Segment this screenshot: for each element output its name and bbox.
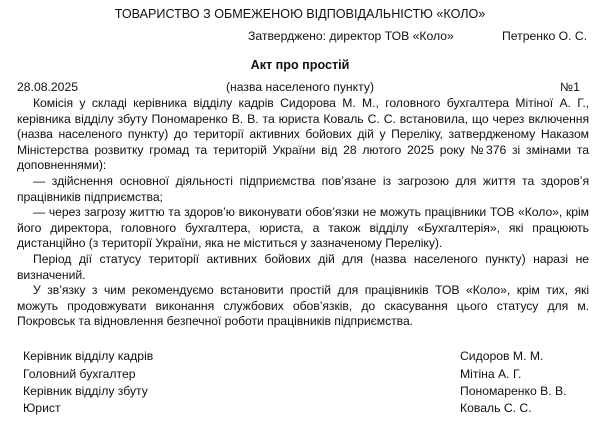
document-place: (назва населеного пункту)	[226, 80, 374, 94]
body-paragraph-recommendation: У зв’язку з чим рекомендуємо встановити простій для працівників ТОВ «Коло», крім тих, які можуть продовжувати виконання службових обов’язків, до скасування цього статусу для м. Покровськ та відновлення безпечної роботи працівників підприємства.	[17, 283, 589, 329]
signature-name-lawyer: Коваль С. С.	[460, 401, 532, 415]
body-paragraph-period: Період дії статусу території активних бойових дій для (назва населеного пункту) наразі не визначений.	[17, 251, 589, 282]
signature-role-lawyer: Юрист	[23, 401, 61, 415]
approval-label: Затверджено: директор ТОВ «Коло»	[248, 29, 454, 43]
body-paragraph-finding-1: — здійснення основної діяльності підприємства пов’язане із загрозою для життя та здоров’я працівників підприємства;	[17, 173, 589, 204]
document-number: №1	[560, 80, 580, 94]
signature-role-hr-head: Керівник відділу кадрів	[23, 349, 154, 363]
signature-role-chief-accountant: Головний бухгалтер	[23, 367, 136, 381]
signature-role-sales-head: Керівник відділу збуту	[23, 384, 148, 398]
document-date: 28.08.2025	[17, 80, 78, 94]
body-paragraph-commission: Комісія у складі керівника відділу кадрів Сидорова М. М., головного бухгалтера Мітіної А. Г., керівника відділу збуту Пономаренко В. В. та юриста Коваль С. С. встановила, що через включення (назва населеного пункту) до території активних бойових дій у Переліку, затвердженому Наказом Міністерства розвитку громад та територій України від 28 лютого 2025 року №376 зі змінами та доповненнями):	[17, 96, 589, 173]
signature-name-chief-accountant: Мітіна А. Г.	[460, 367, 522, 381]
company-name: ТОВАРИСТВО З ОБМЕЖЕНОЮ ВІДПОВІДАЛЬНІСТЮ «КОЛО»	[114, 7, 486, 21]
document-title: Акт про простій	[250, 58, 350, 72]
body-paragraph-finding-2: — через загрозу життю та здоров’ю виконувати обов’язки не можуть працівники ТОВ «Коло», крім його директора, головного бухгалтера, юриста, а також відділу «Бухгалтерія», які працюють дистанційно (з території України, яка не міститься у зазначеному Переліку).	[17, 205, 589, 251]
signature-name-sales-head: Пономаренко В. В.	[460, 384, 567, 398]
document-body	[17, 96, 589, 330]
director-name: Петренко О. С.	[502, 29, 588, 43]
signature-name-hr-head: Сидоров М. М.	[460, 349, 544, 363]
